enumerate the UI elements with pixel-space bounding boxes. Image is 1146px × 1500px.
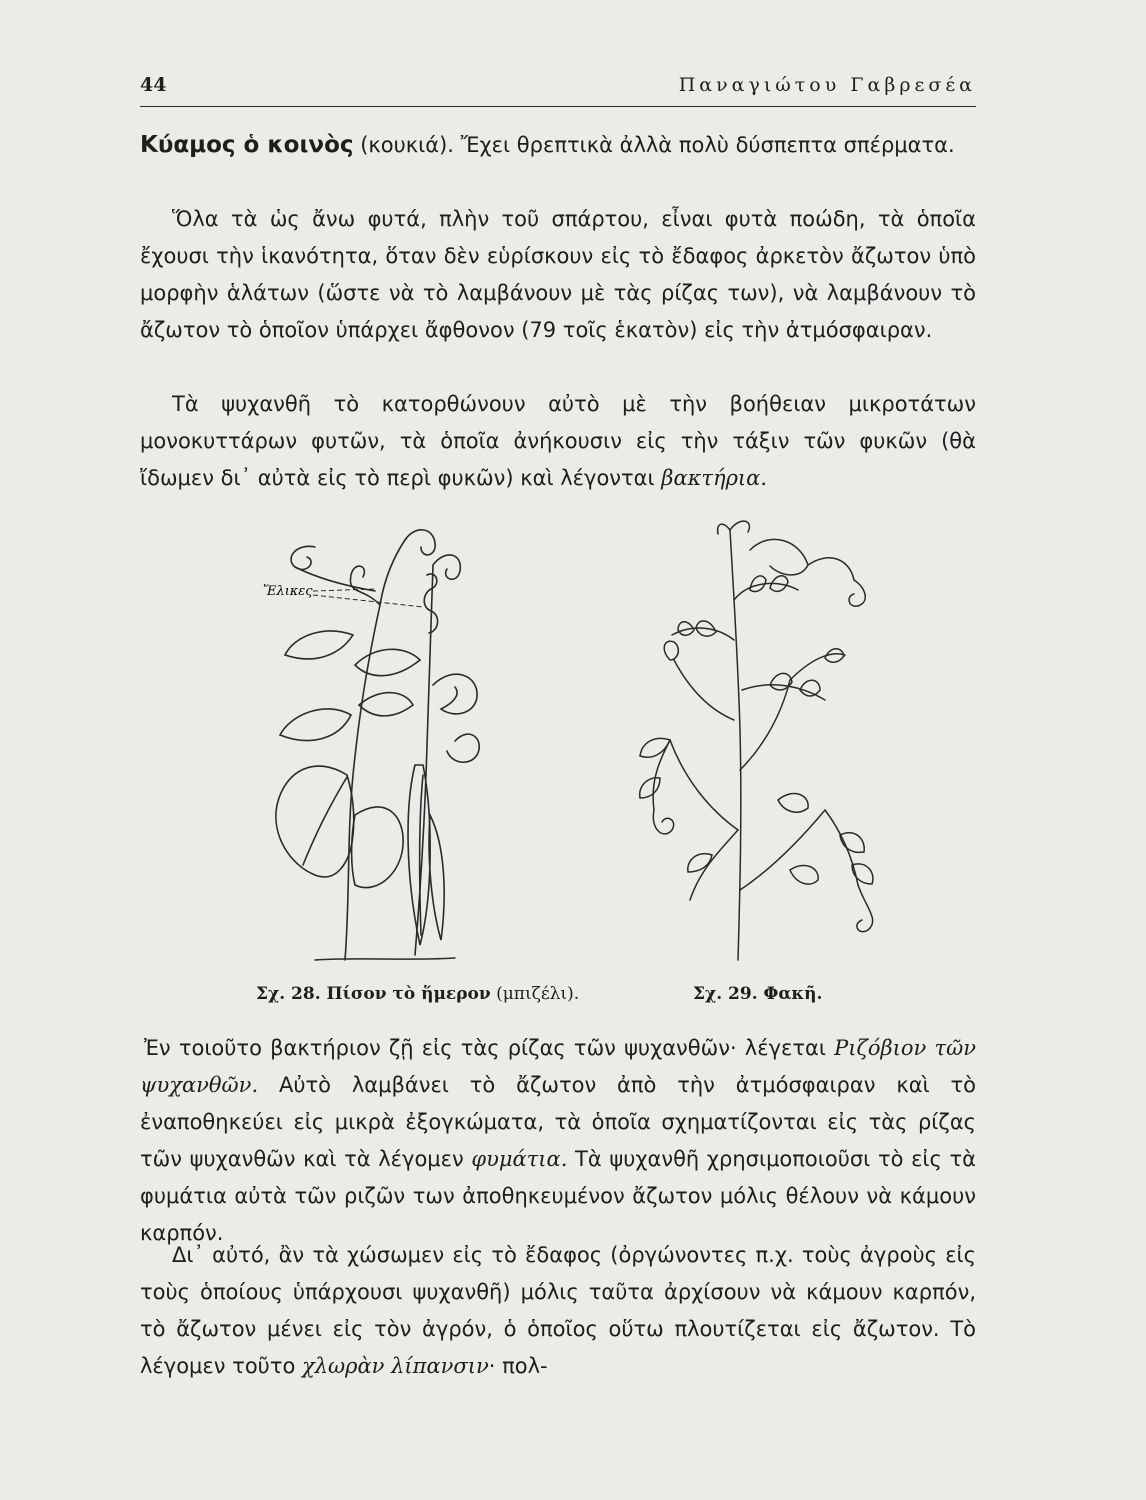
lentil-plant-drawing <box>630 510 880 965</box>
lead-term: Κύαμος ὁ κοινὸς <box>140 132 354 158</box>
paragraph-text: · πολ- <box>488 1354 548 1378</box>
figure-number: Σχ. 28. <box>256 984 321 1004</box>
italic-term: φυμάτια. <box>471 1147 568 1171</box>
figure-pea-plant <box>255 515 485 965</box>
paragraph-kyamos <box>140 127 976 164</box>
pea-plant-drawing <box>255 515 485 965</box>
italic-term: βακτήρια. <box>661 466 768 490</box>
paragraph-text: Τὰ ψυχανθῆ χρησιμοποιοῦσι τὸ εἰς τὰ φυμάτια αὐτὰ τῶν ριζῶν των ἀποθηκευμένον ἄζωτον μόλις θέλουν νὰ κάμουν καρπόν. <box>140 1147 976 1245</box>
page-number: 44 <box>140 74 167 96</box>
paragraph-bacteria <box>140 386 976 497</box>
paragraph-text: (κουκιά). Ἔχει θρεπτικὰ ἀλλὰ πολὺ δύσπεπτα σπέρματα. <box>353 133 955 157</box>
paragraph-text: Ἐν τοιοῦτο βακτήριον ζῇ εἰς τὰς ρίζας τῶν ψυχανθῶν· λέγεται <box>144 1036 835 1060</box>
paragraph-legumes: Ὅλα τὰ ὡς ἄνω φυτά, πλὴν τοῦ σπάρτου, εἶναι φυτὰ ποώδη, τὰ ὁποῖα ἔχουσι τὴν ἱκανότητα, ὅταν δὲν εὑρίσκουν εἰς τὸ ἔδαφος ἀρκετὸν ἄζωτον ὑπὸ μορφὴν ἁλάτων (ὥστε νὰ τὸ λαμβάνουν μὲ τὰς ρίζας των), νὰ λαμβάνουν τὸ ἄζωτον τὸ ὁποῖον ὑπάρχει ἄφθονον (79 τοῖς ἑκατὸν) εἰς τὴν ἀτμόσφαιραν. <box>140 207 976 342</box>
figure-lentil-plant <box>630 510 880 965</box>
paragraph-text: Δι᾽ αὐτό, ἂν τὰ χώσωμεν εἰς τὸ ἔδαφος (ὀργώνοντες π.χ. τοὺς ἀγροὺς εἰς τοὺς ὁποίους ὑπάρχουσι ψυχανθῆ) μόλις ταῦτα ἀρχίσουν νὰ κάμουν καρπόν, τὸ ἄζωτον μένει εἰς τὸν ἀγρόν, ὁ ὁποῖος οὕτω πλουτίζεται εἰς ἄζωτον. Τὸ λέγομεν τοῦτο <box>140 1243 976 1378</box>
figure-number: Σχ. 29. <box>693 984 758 1004</box>
running-title: Παναγιώτου Γαβρεσέα <box>678 74 976 96</box>
figure-title: Φακῆ. <box>757 984 823 1004</box>
caption-figure-28 <box>256 984 579 1004</box>
caption-figure-29 <box>693 984 822 1004</box>
paragraph-rhizobium <box>140 1030 976 1252</box>
italic-term: χλωρὰν λίπανσιν <box>301 1354 489 1378</box>
paragraph-text: Τὰ ψυχανθῆ τὸ κατορθώνουν αὐτὸ μὲ τὴν βοήθειαν μικροτάτων μονοκυττάρων φυτῶν, τὰ ὁποῖα ἀνήκουσιν εἰς τὴν τάξιν τῶν φυκῶν (θὰ ἴδωμεν δι᾽ αὐτὰ εἰς τὸ περὶ φυκῶν) καὶ λέγονται <box>140 392 976 490</box>
figure-gloss: (μπιζέλι). <box>490 984 580 1004</box>
paragraph-text: Αὐτὸ λαμβάνει τὸ ἄζωτον ἀπὸ τὴν ἀτμόσφαιραν καὶ τὸ ἐναποθηκεύει εἰς μικρὰ ἐξογκώματα, τὰ ὁποῖα σχηματίζονται εἰς τὰς ρίζας τῶν ψυχανθῶν καὶ τὰ λέγομεν <box>140 1073 976 1171</box>
paragraph-green-manure <box>140 1237 976 1385</box>
figure-title: Πίσον τὸ ἥμερον <box>320 984 491 1004</box>
tendrils-label: Ἕλικες <box>263 584 313 599</box>
page-header <box>140 70 976 107</box>
italic-term: Ριζόβιον τῶν ψυχανθῶν. <box>140 1036 976 1097</box>
